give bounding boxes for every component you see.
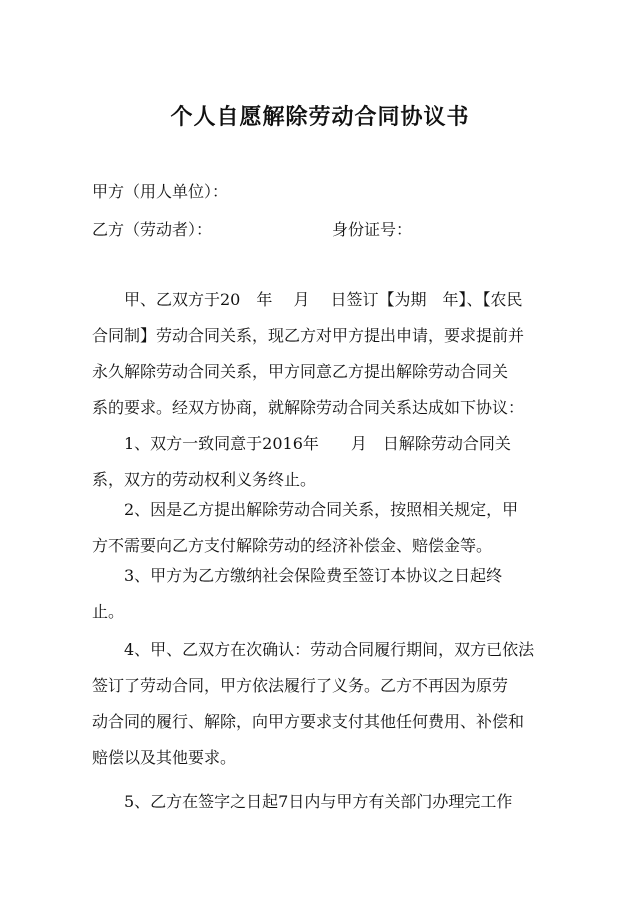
paragraph-line: 赔偿以及其他要求。 <box>92 748 237 767</box>
clause-2 <box>92 492 552 564</box>
clause-3 <box>92 558 552 630</box>
paragraph-line: 合同制】劳动合同关系，现乙方对甲方提出申请，要求提前并 <box>92 326 525 345</box>
paragraph-line: 签订了劳动合同，甲方依法履行了义务。乙方不再因为原劳 <box>92 676 509 695</box>
paragraph-line: 2、因是乙方提出解除劳动合同关系，按照相关规定，甲 <box>92 500 519 519</box>
paragraph-line: 系的要求。经双方协商，就解除劳动合同关系达成如下协议： <box>92 398 525 417</box>
clause-4 <box>92 632 552 776</box>
id-number-label: 身份证号： <box>332 220 413 239</box>
paragraph-line: 止。 <box>92 602 125 621</box>
clause-5 <box>92 784 552 820</box>
document-title: 个人自愿解除劳动合同协议书 <box>170 105 470 130</box>
party-a-line <box>92 181 562 203</box>
intro-paragraph <box>92 282 552 426</box>
party-b-label: 乙方（劳动者）： <box>92 220 213 239</box>
paragraph-line: 3、甲方为乙方缴纳社会保险费至签订本协议之日起终 <box>92 566 503 585</box>
paragraph-line: 甲、乙双方于20 年 月 日签订【为期 年】、【农民 <box>92 290 523 309</box>
paragraph-line: 动合同的履行、解除，向甲方要求支付其他任何费用、补偿和 <box>92 712 525 731</box>
paragraph-line: 1、双方一致同意于2016年 月 日解除劳动合同关 <box>92 434 511 453</box>
paragraph-line: 系，双方的劳动权利义务终止。 <box>92 470 317 489</box>
clause-1 <box>92 426 552 498</box>
paragraph-line: 5、乙方在签字之日起7日内与甲方有关部门办理完工作 <box>92 792 513 811</box>
paragraph-line: 4、甲、乙双方在次确认：劳动合同履行期间，双方已依法 <box>92 640 535 659</box>
party-b-line <box>92 219 562 241</box>
party-a-label: 甲方（用人单位）： <box>92 182 229 201</box>
paragraph-line: 方不需要向乙方支付解除劳动的经济补偿金、赔偿金等。 <box>92 536 493 555</box>
paragraph-line: 永久解除劳动合同关系，甲方同意乙方提出解除劳动合同关 <box>92 362 509 381</box>
